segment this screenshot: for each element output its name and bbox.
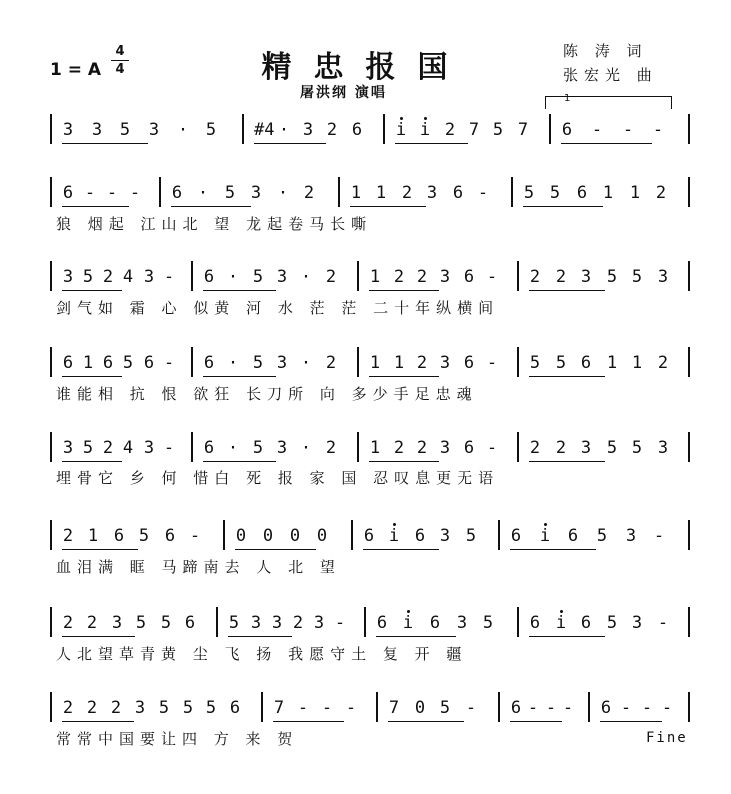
note: 3 (276, 438, 288, 458)
note: i (555, 613, 567, 633)
beam-underline (600, 721, 662, 722)
note: - (189, 526, 201, 546)
note: 3 (143, 267, 155, 287)
note: 0 (262, 526, 274, 546)
note: 2 (393, 438, 405, 458)
beam-underline (561, 143, 652, 144)
barline (688, 261, 690, 291)
note: 5 (160, 613, 172, 633)
note: 6 (351, 120, 363, 140)
beam-underline (62, 290, 122, 291)
note: - (652, 120, 664, 140)
note: 3 (313, 613, 325, 633)
barline (216, 607, 218, 637)
note: 3 (631, 613, 643, 633)
beam-underline (62, 461, 122, 462)
note: 5 (205, 698, 217, 718)
note: 1 (631, 353, 643, 373)
note: 4 (122, 438, 134, 458)
note: 3 (426, 183, 438, 203)
note: 6 (203, 438, 215, 458)
note: 5 (439, 698, 451, 718)
note: 5 (606, 613, 618, 633)
note: 5 (596, 526, 608, 546)
note: - (106, 183, 118, 203)
note: 5 (252, 438, 264, 458)
note: 6 (171, 183, 183, 203)
barline (50, 114, 52, 144)
barline (517, 261, 519, 291)
note: - (163, 438, 175, 458)
note: 6 (363, 526, 375, 546)
beam-underline (254, 143, 326, 144)
note: 2 (393, 267, 405, 287)
note: 3 (271, 613, 283, 633)
note: - (591, 120, 603, 140)
note: 5 (523, 183, 535, 203)
note: 5 (82, 438, 94, 458)
note: - (622, 120, 634, 140)
note: 5 (82, 267, 94, 287)
note: 6 (102, 353, 114, 373)
note: - (562, 698, 574, 718)
staff-row-4 (50, 345, 690, 385)
note: 3 (580, 438, 592, 458)
note: · (177, 120, 189, 140)
barline (50, 607, 52, 637)
barline (50, 261, 52, 291)
barline (688, 177, 690, 207)
note: 0 (414, 698, 426, 718)
note: 2 (86, 698, 98, 718)
note: i (388, 526, 400, 546)
staff-row-6 (50, 518, 690, 558)
note: - (657, 613, 669, 633)
note: 3 (439, 353, 451, 373)
barline (357, 347, 359, 377)
note: 7 (517, 120, 529, 140)
note: - (486, 438, 498, 458)
note: 3 (250, 613, 262, 633)
composer-credit: 张宏光 曲 (563, 66, 658, 84)
lyric-row-4 (50, 383, 690, 407)
note: 2 (416, 267, 428, 287)
note: - (334, 613, 346, 633)
note: 6 (62, 183, 74, 203)
beam-underline (62, 721, 134, 722)
beam-underline (510, 549, 596, 550)
fine-marking: Fine (646, 730, 688, 746)
note: 6 (463, 353, 475, 373)
lyric-text: 谁能相 抗 恨 欲狂 长刀所 向 多少手足忠魂 (56, 385, 478, 403)
note: 6 (113, 526, 125, 546)
note: 2 (62, 698, 74, 718)
barline (498, 692, 500, 722)
beam-underline (369, 461, 439, 462)
beam-underline (529, 461, 605, 462)
note: 6 (376, 613, 388, 633)
note: 6 (463, 438, 475, 458)
beam-underline (350, 206, 426, 207)
note: 2 (401, 183, 413, 203)
note: 5 (555, 353, 567, 373)
staff-row-2 (50, 175, 690, 215)
note: - (641, 698, 653, 718)
note: - (84, 183, 96, 203)
beam-underline (369, 290, 439, 291)
note: - (345, 698, 357, 718)
note: · (278, 120, 290, 140)
note: 2 (555, 438, 567, 458)
barline (688, 520, 690, 550)
note: · (197, 183, 209, 203)
lyric-row-6 (50, 556, 690, 580)
note: 2 (86, 613, 98, 633)
beam-underline (203, 290, 276, 291)
performer-credit: 屠洪纲 演唱 (300, 85, 387, 101)
barline (50, 177, 52, 207)
barline (50, 347, 52, 377)
note: 3 (62, 267, 74, 287)
barline (191, 261, 193, 291)
beam-underline (369, 376, 439, 377)
beam-underline (203, 376, 276, 377)
note: 3 (148, 120, 160, 140)
note: 3 (580, 267, 592, 287)
beam-underline (510, 721, 562, 722)
beam-underline (62, 376, 122, 377)
note: 6 (529, 613, 541, 633)
note: 6 (414, 526, 426, 546)
note: 2 (292, 613, 304, 633)
note: · (300, 353, 312, 373)
beam-underline (376, 636, 456, 637)
beam-underline (62, 636, 135, 637)
note: 6 (510, 526, 522, 546)
barline (357, 432, 359, 462)
note: 2 (325, 353, 337, 373)
barline (223, 520, 225, 550)
note: - (297, 698, 309, 718)
note: #4 (254, 120, 275, 140)
lyric-text: 埋骨它 乡 何 惜白 死 报 家 国 忍叹息更无语 (56, 469, 500, 487)
beam-underline (62, 206, 129, 207)
note: 6 (203, 353, 215, 373)
note: 6 (580, 613, 592, 633)
note: 6 (164, 526, 176, 546)
time-signature (111, 44, 129, 77)
note: 2 (655, 183, 667, 203)
beam-underline (171, 206, 251, 207)
note: 6 (452, 183, 464, 203)
note: - (321, 698, 333, 718)
barline (364, 607, 366, 637)
note: 2 (325, 267, 337, 287)
beam-underline (388, 721, 464, 722)
note: 6 (600, 698, 612, 718)
note: 1 (369, 438, 381, 458)
note: 5 (529, 353, 541, 373)
time-signature-top: 4 (115, 44, 125, 59)
first-ending-label: 1 (564, 93, 571, 104)
note: 1 (82, 353, 94, 373)
note: - (527, 698, 539, 718)
first-ending-bracket (545, 93, 672, 109)
note: 7 (468, 120, 480, 140)
note: - (486, 353, 498, 373)
note: 5 (606, 267, 618, 287)
note: - (486, 267, 498, 287)
note: 2 (529, 438, 541, 458)
beam-underline (529, 376, 605, 377)
barline (242, 114, 244, 144)
beam-underline (529, 636, 605, 637)
beam-underline (273, 721, 344, 722)
lyric-row-5 (50, 467, 690, 491)
staff-row-8 (50, 690, 690, 730)
barline (50, 692, 52, 722)
note: 3 (625, 526, 637, 546)
note: 3 (439, 526, 451, 546)
staff-row-3 (50, 259, 690, 299)
note: 2 (110, 698, 122, 718)
barline (191, 432, 193, 462)
note: 2 (529, 267, 541, 287)
beam-underline (228, 636, 292, 637)
note: 1 (393, 353, 405, 373)
note: 6 (510, 698, 522, 718)
barline (688, 607, 690, 637)
note: 6 (429, 613, 441, 633)
note: 1 (350, 183, 362, 203)
barline (357, 261, 359, 291)
note: 5 (122, 353, 134, 373)
note: - (545, 698, 557, 718)
barline (261, 692, 263, 722)
lyric-text: 狼 烟起 江山北 望 龙起卷马长嘶 (56, 215, 373, 233)
staff-row-7 (50, 605, 690, 645)
note: 5 (228, 613, 240, 633)
note: 2 (62, 613, 74, 633)
note: 5 (465, 526, 477, 546)
note: 4 (122, 267, 134, 287)
note: 1 (602, 183, 614, 203)
barline (351, 520, 353, 550)
note: 5 (631, 267, 643, 287)
note: 2 (416, 438, 428, 458)
note: 2 (62, 526, 74, 546)
lyric-text: 常常中国要让四 方 来 贺 (56, 730, 299, 748)
barline (688, 432, 690, 462)
note: 2 (657, 353, 669, 373)
note: 5 (119, 120, 131, 140)
barline (517, 432, 519, 462)
note: 7 (273, 698, 285, 718)
note: · (227, 267, 239, 287)
barline (549, 114, 551, 144)
note: 0 (289, 526, 301, 546)
barline (191, 347, 193, 377)
key-signature: 1 = A (50, 60, 102, 80)
note: · (277, 183, 289, 203)
note: 2 (555, 267, 567, 287)
note: 3 (62, 120, 74, 140)
note: · (227, 353, 239, 373)
note: 6 (203, 267, 215, 287)
note: 5 (252, 353, 264, 373)
song-title: 精忠报国 (261, 50, 470, 85)
note: 3 (91, 120, 103, 140)
beam-underline (395, 143, 468, 144)
barline (498, 520, 500, 550)
time-signature-line (111, 60, 129, 61)
lyric-row-7 (50, 643, 690, 667)
note: 6 (229, 698, 241, 718)
note: - (465, 698, 477, 718)
barline (688, 114, 690, 144)
note: 2 (416, 353, 428, 373)
beam-underline (529, 290, 605, 291)
note: 6 (567, 526, 579, 546)
note: 5 (182, 698, 194, 718)
time-signature-bottom: 4 (115, 62, 125, 77)
lyric-text: 剑气如 霜 心 似黄 河 水 茫 茫 二十年纵横间 (56, 299, 500, 317)
note: 3 (62, 438, 74, 458)
note: 1 (606, 353, 618, 373)
note: 6 (184, 613, 196, 633)
note: - (477, 183, 489, 203)
note: 6 (576, 183, 588, 203)
barline (511, 177, 513, 207)
note: 0 (316, 526, 328, 546)
note: 2 (102, 267, 114, 287)
staff-row-1 (50, 112, 690, 152)
note: 7 (388, 698, 400, 718)
note: 3 (657, 267, 669, 287)
note: i (419, 120, 431, 140)
note: - (620, 698, 632, 718)
note: 3 (134, 698, 146, 718)
note: 5 (135, 613, 147, 633)
note: 3 (143, 438, 155, 458)
note: 6 (580, 353, 592, 373)
barline (159, 177, 161, 207)
note: 3 (456, 613, 468, 633)
note: - (129, 183, 141, 203)
barline (688, 347, 690, 377)
note: 1 (369, 267, 381, 287)
lyric-row-2 (50, 213, 690, 237)
barline (517, 347, 519, 377)
note: 5 (549, 183, 561, 203)
note: - (163, 353, 175, 373)
barline (50, 432, 52, 462)
staff-row-5 (50, 430, 690, 470)
note: - (163, 267, 175, 287)
note: 1 (87, 526, 99, 546)
barline (50, 520, 52, 550)
beam-underline (62, 143, 148, 144)
note: i (539, 526, 551, 546)
barline (383, 114, 385, 144)
note: 2 (444, 120, 456, 140)
note: 5 (205, 120, 217, 140)
note: 5 (252, 267, 264, 287)
note: 5 (606, 438, 618, 458)
note: - (661, 698, 673, 718)
note: 5 (631, 438, 643, 458)
barline (588, 692, 590, 722)
note: 6 (143, 353, 155, 373)
lyric-text: 血泪满 眶 马蹄南去 人 北 望 (56, 558, 341, 576)
barline (688, 692, 690, 722)
note: 2 (303, 183, 315, 203)
lyric-row-3 (50, 297, 690, 321)
note: 5 (138, 526, 150, 546)
note: - (653, 526, 665, 546)
barline (338, 177, 340, 207)
note: i (402, 613, 414, 633)
note: 2 (325, 438, 337, 458)
lyric-text: 人北望草青黄 尘 飞 扬 我愿守土 复 开 疆 (56, 645, 468, 663)
note: 1 (369, 353, 381, 373)
note: 5 (224, 183, 236, 203)
note: 3 (439, 267, 451, 287)
beam-underline (523, 206, 603, 207)
note: 6 (561, 120, 573, 140)
note: 3 (276, 267, 288, 287)
beam-underline (203, 461, 276, 462)
note: 2 (102, 438, 114, 458)
note: 6 (463, 267, 475, 287)
note: · (300, 267, 312, 287)
note: · (300, 438, 312, 458)
beam-underline (62, 549, 138, 550)
note: 2 (326, 120, 338, 140)
beam-underline (235, 549, 316, 550)
note: 3 (657, 438, 669, 458)
note: 6 (62, 353, 74, 373)
note: 5 (482, 613, 494, 633)
note: 0 (235, 526, 247, 546)
lyric-row-8 (50, 728, 690, 752)
note: 3 (250, 183, 262, 203)
note: 3 (439, 438, 451, 458)
note: · (227, 438, 239, 458)
barline (517, 607, 519, 637)
note: 3 (111, 613, 123, 633)
beam-underline (363, 549, 439, 550)
lyricist-credit: 陈 涛 词 (563, 42, 648, 60)
note: 5 (158, 698, 170, 718)
note: i (395, 120, 407, 140)
note: 5 (492, 120, 504, 140)
note: 3 (276, 353, 288, 373)
note: 3 (302, 120, 314, 140)
lyric-row-1 (50, 150, 690, 174)
barline (376, 692, 378, 722)
note: 1 (375, 183, 387, 203)
note: 1 (629, 183, 641, 203)
